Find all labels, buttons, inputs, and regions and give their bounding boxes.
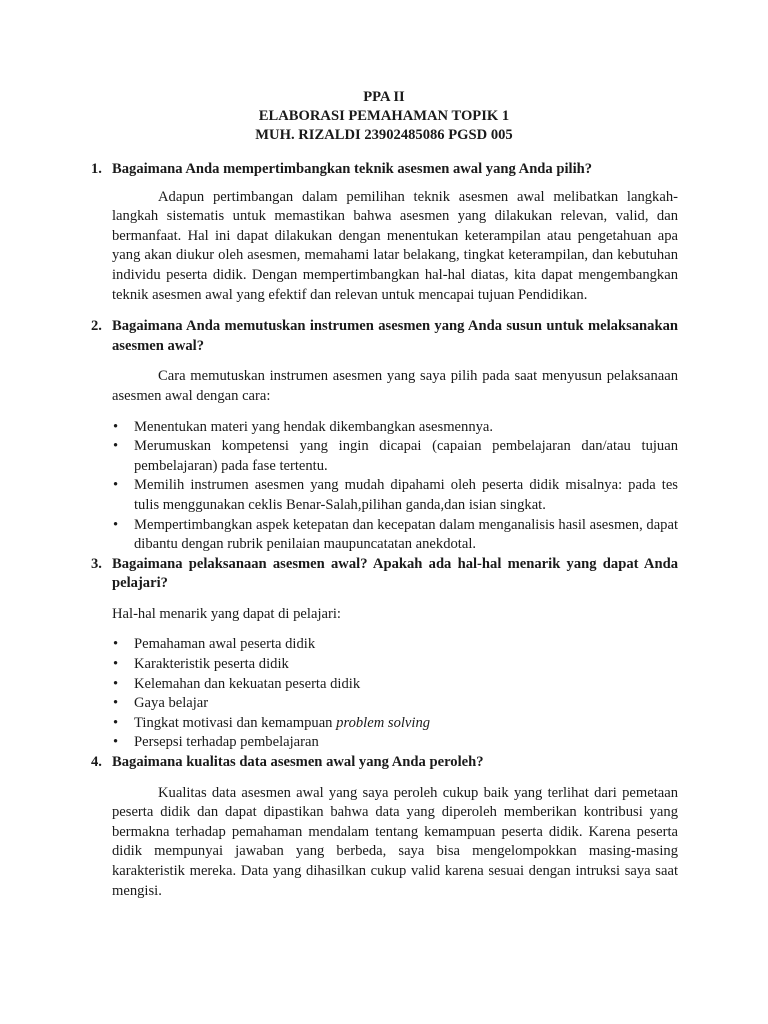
question-1-text: Bagaimana Anda mempertimbangkan teknik asesmen awal yang Anda pilih?: [112, 161, 593, 177]
list-item-text: Merumuskan kompetensi yang ingin dicapai (capaian pembelajaran dan/atau tujuan pembelajaran) pada fase tertentu.: [134, 438, 678, 474]
bullet-icon: •: [113, 516, 119, 533]
list-item: [112, 418, 678, 438]
list-item: [112, 694, 678, 714]
list-item-text: Persepsi terhadap pembelajaran: [134, 734, 319, 751]
document-header: [0, 88, 768, 145]
bullet-icon: •: [113, 418, 119, 435]
document-body: [91, 160, 678, 901]
bullet-icon: •: [113, 675, 119, 692]
list-item: [112, 476, 678, 515]
bullet-icon: •: [113, 695, 119, 712]
bullet-icon: •: [113, 477, 119, 494]
question-4-text: Bagaimana kualitas data asesmen awal yang Anda peroleh?: [112, 754, 484, 771]
question-3-text: Bagaimana pelaksanaan asesmen awal? Apakah ada hal-hal menarik yang dapat Anda pelajari?: [112, 555, 678, 592]
answer-1: Adapun pertimbangan dalam pemilihan teknik asesmen awal melibatkan langkah-langkah sistematis untuk memastikan bahwa asesmen yang dilakukan relevan, valid, dan bermanfaat. Hal ini dapat dilakukan dengan menentukan keterampilan atau pengetahuan apa yang akan diukur oleh asesmen, memahami latar belakang, tingkat keterampilan, dan kebutuhan individu peserta didik. Dengan mempertimbangkan hal-hal diatas, kita dapat mengembangkan teknik asesmen awal yang efektif dan relevan untuk mencapai tujuan Pendidikan.: [112, 188, 678, 303]
bullet-icon: •: [113, 734, 119, 751]
bullet-icon: •: [113, 438, 119, 455]
list-item-text: Tingkat motivasi dan kemampuan: [134, 714, 337, 731]
bullet-icon: •: [113, 656, 119, 673]
list-item: [112, 714, 678, 734]
list-item-text: Pemahaman awal peserta didik: [134, 636, 316, 653]
list-item: [112, 516, 678, 555]
answer-3-intro: Hal-hal menarik yang dapat di pelajari:: [112, 605, 341, 622]
header-line-1: PPA II: [363, 89, 405, 105]
question-3: [91, 555, 678, 594]
question-4-number: 4.: [91, 754, 102, 771]
answer-2-list: [91, 418, 678, 555]
list-item: [112, 437, 678, 476]
list-item-text: Memilih instrumen asesmen yang mudah dipahami oleh peserta didik misalnya: pada tes tulis menggunakan ceklis Benar-Salah,pilihan ganda,dan isian singkat.: [134, 477, 678, 513]
answer-2-intro: Cara memutuskan instrumen asesmen yang saya pilih pada saat menyusun pelaksanaan asesmen awal dengan cara:: [112, 368, 678, 404]
list-item-text: Kelemahan dan kekuatan peserta didik: [134, 675, 361, 692]
list-item: [112, 733, 678, 753]
list-item: [112, 635, 678, 655]
question-2-text: Bagaimana Anda memutuskan instrumen asesmen yang Anda susun untuk melaksanakan asesmen awal?: [112, 318, 678, 354]
list-item: [112, 655, 678, 675]
answer-4: Kualitas data asesmen awal yang saya peroleh cukup baik yang terlihat dari pemetaan peserta didik dan dapat dipastikan bahwa data yang diperoleh memberikan kontribusi yang bermakna terhadap pemahaman mendalam tentang kemampuan peserta didik. Karena peserta didik mempunyai jawaban yang berbeda, saya bisa mengelompokkan masing-masing karakteristik mereka. Data yang dihasilkan cukup valid karena sesuai dengan intruksi saya saat mengisi.: [112, 784, 678, 899]
question-1: [91, 160, 678, 180]
list-item-text: Mempertimbangkan aspek ketepatan dan kecepatan dalam menganalisis hasil asesmen, dapat dibantu dengan rubrik penilaian maupuncatatan anekdotal.: [134, 516, 678, 553]
list-item-text: Gaya belajar: [134, 695, 209, 712]
question-2: [91, 317, 678, 356]
header-line-2: ELABORASI PEMAHAMAN TOPIK 1: [258, 108, 510, 124]
header-line-3: MUH. RIZALDI 23902485086 PGSD 005: [255, 127, 513, 143]
question-3-number: 3.: [91, 555, 102, 572]
list-item-text: Karakteristik peserta didik: [134, 656, 289, 673]
question-4: [91, 753, 678, 773]
question-2-number: 2.: [91, 318, 102, 335]
bullet-icon: •: [113, 636, 119, 653]
question-1-number: 1.: [91, 161, 102, 177]
list-item-text: Menentukan materi yang hendak dikembangkan asesmennya.: [134, 418, 494, 435]
list-item: [112, 675, 678, 695]
bullet-icon: •: [113, 714, 119, 731]
answer-3-list: [91, 635, 678, 753]
list-item-italic-text: problem solving: [336, 714, 431, 731]
